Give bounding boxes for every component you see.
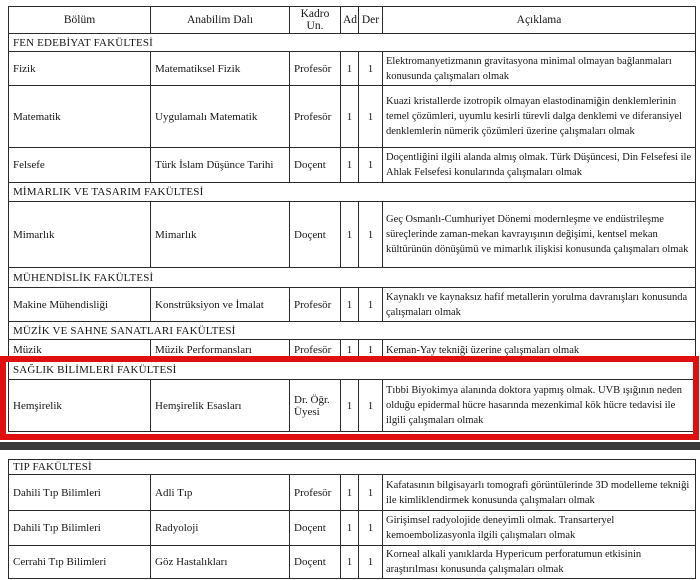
cell-bolum: Müzik: [9, 340, 151, 361]
column-header-3: Ad: [341, 7, 359, 34]
positions-table: [8, 459, 696, 579]
positions-table-tip: [8, 459, 696, 579]
cell-ad: 1: [341, 86, 359, 148]
cell-anabilim: Mimarlık: [151, 202, 290, 268]
position-row: [9, 52, 696, 86]
cell-der: 1: [359, 202, 383, 268]
description-text: Kaynaklı ve kaynaksız hafif metallerin yorulma davranışları konusunda çalışmaları olmak: [386, 291, 688, 318]
cell-bolum: Cerrahi Tıp Bilimleri: [9, 546, 151, 579]
description-text: Kafatasının bilgisayarlı tomografi görüntülerinde 3D modelleme tekniği ile kimliklendirmek konusunda çalışmaları olmak: [386, 479, 690, 506]
cell-bolum: Mimarlık: [9, 202, 151, 268]
cell-aciklama: [383, 52, 696, 86]
positions-table: [8, 6, 696, 432]
cell-aciklama: [383, 340, 696, 361]
faculty-name: MİMARLIK VE TASARIM FAKÜLTESİ: [9, 183, 696, 202]
separator-band: [0, 442, 700, 450]
position-row: [9, 202, 696, 268]
cell-kadro: Profesör: [290, 340, 341, 361]
cell-ad: 1: [341, 475, 359, 511]
cell-ad: 1: [341, 288, 359, 322]
cell-anabilim: Radyoloji: [151, 511, 290, 546]
cell-anabilim: Müzik Performansları: [151, 340, 290, 361]
cell-kadro: Doçent: [290, 148, 341, 183]
cell-anabilim: Uygulamalı Matematik: [151, 86, 290, 148]
position-row: [9, 380, 696, 432]
position-row: [9, 148, 696, 183]
cell-aciklama: [383, 148, 696, 183]
faculty-section-row: [9, 361, 696, 380]
position-row: [9, 475, 696, 511]
column-header-2: Kadro Un.: [290, 7, 341, 34]
faculty-section-row: [9, 322, 696, 340]
cell-kadro: Doçent: [290, 546, 341, 579]
position-row: [9, 546, 696, 579]
cell-kadro: Doçent: [290, 202, 341, 268]
cell-kadro: Profesör: [290, 86, 341, 148]
header-row: [9, 7, 696, 34]
faculty-section-row: [9, 34, 696, 52]
cell-der: 1: [359, 148, 383, 183]
cell-aciklama: [383, 475, 696, 511]
position-row: [9, 86, 696, 148]
cell-bolum: Dahili Tıp Bilimleri: [9, 475, 151, 511]
cell-aciklama: [383, 202, 696, 268]
cell-ad: 1: [341, 546, 359, 579]
description-text: Korneal alkali yanıklarda Hypericum perforatumun etkisinin araştırılması konusunda çalışmaları olmak: [386, 549, 642, 575]
cell-aciklama: [383, 546, 696, 579]
faculty-name: SAĞLIK BİLİMLERİ FAKÜLTESİ: [9, 361, 696, 380]
cell-bolum: Matematik: [9, 86, 151, 148]
cell-der: 1: [359, 380, 383, 432]
positions-table-main: [8, 6, 696, 432]
cell-ad: 1: [341, 52, 359, 86]
description-text: Girişimsel radyolojide deneyimli olmak. Transarteryel kemoembolizasyonla ilgili çalışmaları olmak: [386, 515, 615, 541]
cell-der: 1: [359, 546, 383, 579]
faculty-section-row: [9, 183, 696, 202]
cell-bolum: Fizik: [9, 52, 151, 86]
column-header-5: Açıklama: [383, 7, 696, 34]
description-text: Doçentliğini ilgili alanda almış olmak. Türk Düşüncesi, Din Felsefesi ile Ahlak Felsefesi konularında çalışmaları olmak: [386, 152, 692, 178]
cell-anabilim: Göz Hastalıkları: [151, 546, 290, 579]
cell-kadro: Dr. Öğr. Üyesi: [290, 380, 341, 432]
cell-bolum: Makine Mühendisliği: [9, 288, 151, 322]
cell-kadro: Profesör: [290, 288, 341, 322]
cell-der: 1: [359, 86, 383, 148]
description-text: Elektromanyetizmanın gravitasyona minimal olmayan bağlanmaları konusunda çalışmaları olmak: [386, 55, 672, 82]
cell-aciklama: [383, 288, 696, 322]
cell-anabilim: Adli Tıp: [151, 475, 290, 511]
description-text: Geç Osmanlı-Cumhuriyet Dönemi modernleşme ve endüstrileşme süreçlerinde zaman-mekan kavrayışının değişimi, kentsel mekan kültürünün dönüşümü ve mimarlık ilişkisi konusunda çalışmaları olmak: [386, 214, 689, 255]
cell-ad: 1: [341, 511, 359, 546]
cell-anabilim: Matematiksel Fizik: [151, 52, 290, 86]
cell-bolum: Dahili Tıp Bilimleri: [9, 511, 151, 546]
faculty-section-row: [9, 268, 696, 288]
cell-anabilim: Hemşirelik Esasları: [151, 380, 290, 432]
column-header-4: Der: [359, 7, 383, 34]
cell-aciklama: [383, 511, 696, 546]
faculty-section-row: [9, 460, 696, 475]
column-header-1: Anabilim Dalı: [151, 7, 290, 34]
faculty-name: MÜZİK VE SAHNE SANATLARI FAKÜLTESİ: [9, 322, 696, 340]
cell-der: 1: [359, 511, 383, 546]
cell-aciklama: [383, 86, 696, 148]
cell-ad: 1: [341, 340, 359, 361]
faculty-name: TIP FAKÜLTESİ: [9, 460, 696, 475]
position-row: [9, 288, 696, 322]
description-text: Keman-Yay tekniği üzerine çalışmaları olmak: [386, 344, 580, 356]
faculty-name: MÜHENDİSLİK FAKÜLTESİ: [9, 268, 696, 288]
description-text: Kuazi kristallerde izotropik olmayan elastodinamiğin denklemlerinin temel çözümleri, uyumlu kesirli türevli dalga denklemi ve diferansiyel denklemlerin nümerik çözümleri üzerine çalışmaları olmak: [386, 96, 682, 137]
cell-anabilim: Konstrüksiyon ve İmalat: [151, 288, 290, 322]
position-row: [9, 511, 696, 546]
faculty-name: FEN EDEBİYAT FAKÜLTESİ: [9, 34, 696, 52]
cell-ad: 1: [341, 148, 359, 183]
position-row: [9, 340, 696, 361]
cell-der: 1: [359, 475, 383, 511]
cell-bolum: Hemşirelik: [9, 380, 151, 432]
cell-ad: 1: [341, 202, 359, 268]
cell-der: 1: [359, 288, 383, 322]
cell-kadro: Profesör: [290, 52, 341, 86]
cell-bolum: Felsefe: [9, 148, 151, 183]
cell-der: 1: [359, 52, 383, 86]
cell-ad: 1: [341, 380, 359, 432]
cell-anabilim: Türk İslam Düşünce Tarihi: [151, 148, 290, 183]
column-header-0: Bölüm: [9, 7, 151, 34]
cell-kadro: Doçent: [290, 511, 341, 546]
description-text: Tıbbi Biyokimya alanında doktora yapmış olmak. UVB ışığının neden olduğu epidermal hücre hasarında mezenkimal kök hücre tedavisi ile ilgili çalışmaları olmak: [386, 385, 682, 426]
cell-der: 1: [359, 340, 383, 361]
cell-kadro: Profesör: [290, 475, 341, 511]
cell-aciklama: [383, 380, 696, 432]
